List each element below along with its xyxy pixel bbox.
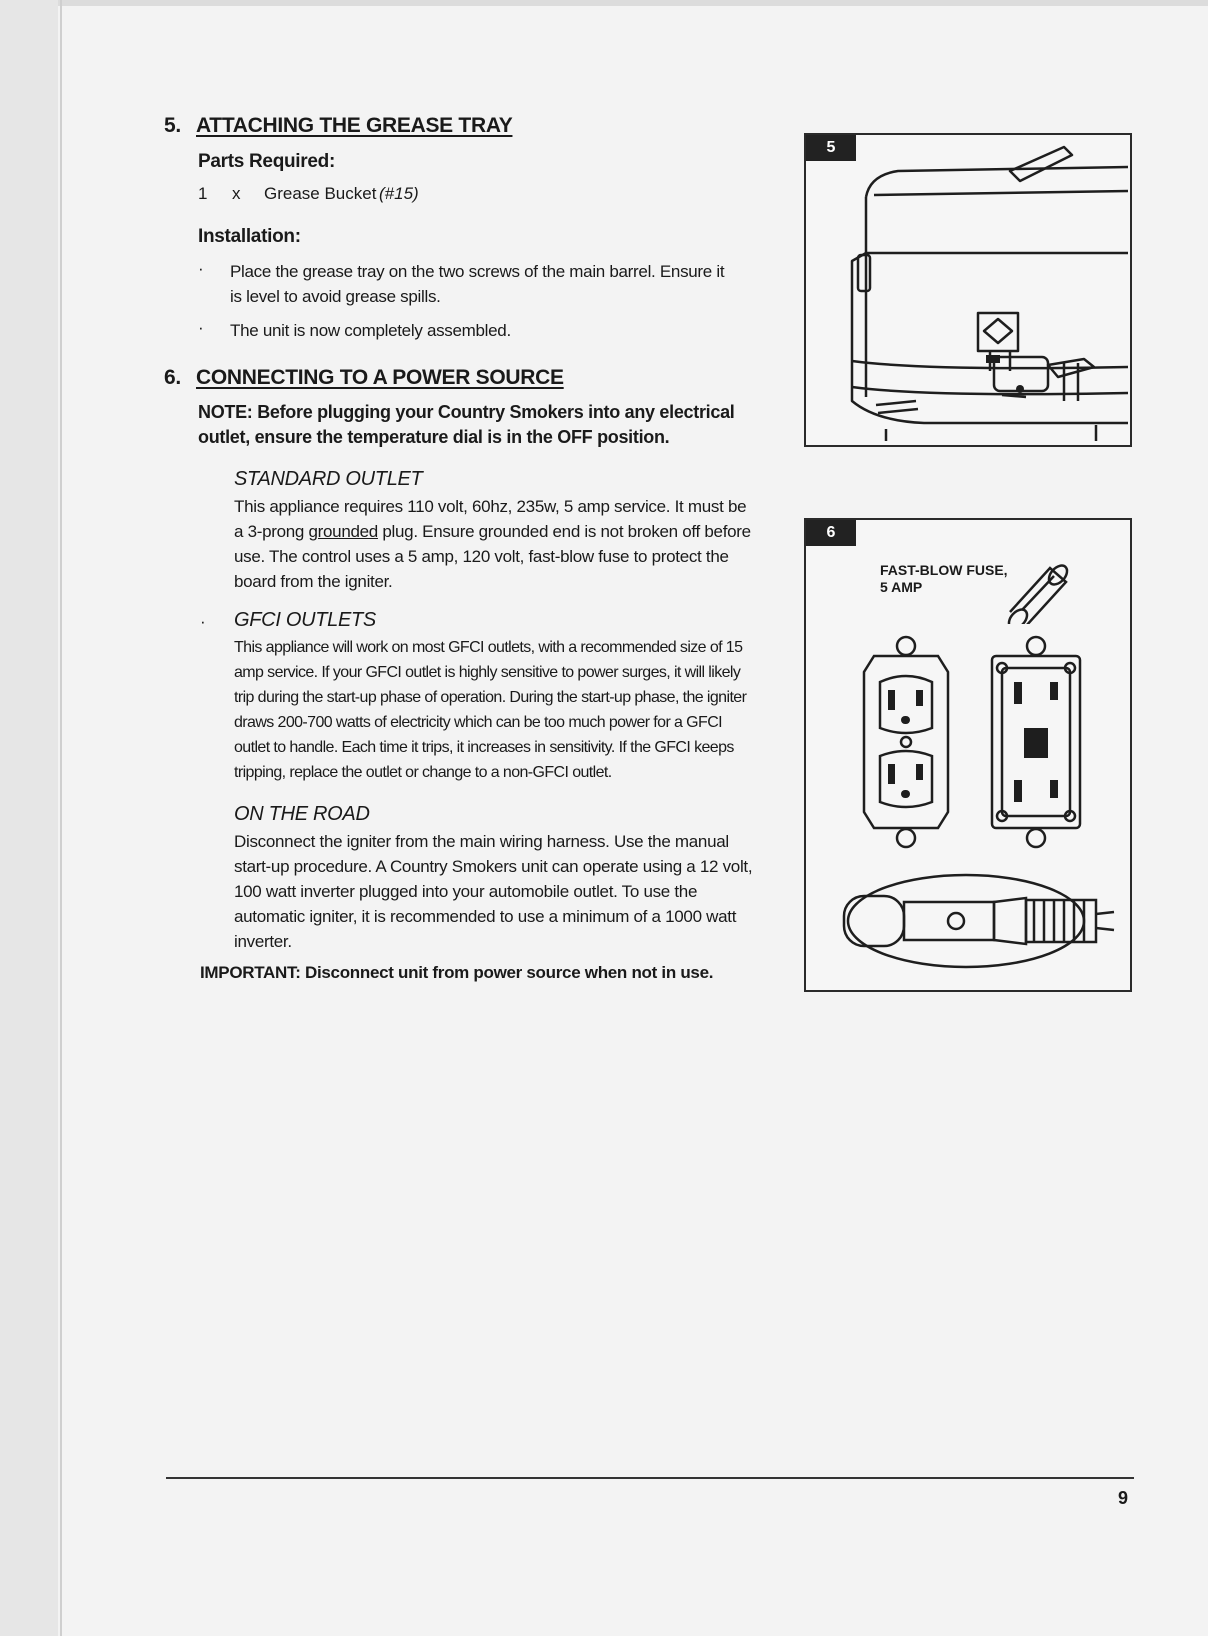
smoker-grease-tray-illustration bbox=[806, 135, 1130, 445]
part-times: x bbox=[232, 184, 241, 203]
gfci-outlet-icon bbox=[976, 632, 1096, 852]
page-left-margin bbox=[0, 0, 58, 1636]
figure-6 bbox=[804, 518, 1132, 992]
page-top-edge bbox=[0, 0, 1208, 6]
page-binding-line bbox=[60, 0, 62, 1636]
fuse-label-line: FAST-BLOW FUSE, bbox=[880, 562, 1008, 578]
install-step-2: The unit is now completely assembled. bbox=[230, 321, 511, 340]
figure-5 bbox=[804, 133, 1132, 447]
bullet-dot: · bbox=[198, 318, 204, 337]
installation-heading: Installation: bbox=[198, 226, 301, 247]
fuse-label bbox=[880, 562, 1008, 596]
footer-rule bbox=[166, 1477, 1134, 1479]
fuse-icon bbox=[992, 554, 1082, 624]
text-part: This appliance requires 110 volt, 60hz, 235w, 5 amp service. It must be a 3-prong bbox=[234, 497, 747, 541]
standard-outlet-heading: STANDARD OUTLET bbox=[234, 468, 423, 490]
section-number: 5. bbox=[164, 114, 181, 137]
gfci-heading: GFCI OUTLETS bbox=[234, 609, 376, 631]
section-title: ATTACHING THE GREASE TRAY bbox=[196, 114, 513, 137]
bullet-dot: · bbox=[198, 259, 204, 278]
important-note: IMPORTANT: Disconnect unit from power source when not in use. bbox=[200, 963, 714, 982]
section-5-heading bbox=[164, 114, 512, 138]
parts-required-heading: Parts Required: bbox=[198, 151, 335, 172]
part-qty: 1 bbox=[198, 184, 208, 203]
on-the-road-text: Disconnect the igniter from the main wiring harness. Use the manual start-up procedure. A Country Smokers unit can operate using a 12 volt, 100 watt inverter plugged into your automobile outlet. To use the automatic igniter, it is recommended to use a minimum of a 1000 watt inverter. bbox=[234, 832, 753, 951]
bullet-dot: · bbox=[200, 612, 206, 631]
on-the-road-heading: ON THE ROAD bbox=[234, 803, 370, 825]
underlined-word: grounded bbox=[308, 522, 378, 541]
figure-number: 6 bbox=[806, 520, 856, 546]
standard-outlet-text bbox=[234, 494, 758, 594]
part-name: Grease Bucket bbox=[264, 184, 377, 203]
part-ref: (#15) bbox=[379, 184, 419, 203]
section-title: CONNECTING TO A POWER SOURCE bbox=[196, 366, 564, 389]
figure-number: 5 bbox=[806, 135, 856, 161]
section-6-heading bbox=[164, 366, 564, 390]
section-number: 6. bbox=[164, 366, 181, 389]
install-step-1: Place the grease tray on the two screws of the main barrel. Ensure it is level to avoid grease spills. bbox=[230, 262, 725, 306]
parts-row bbox=[198, 184, 498, 208]
text-part: plug. Ensure grounded end is not broken off before use. The control uses a 5 amp, 120 volt, fast-blow fuse to protect the board from the igniter. bbox=[234, 522, 751, 591]
page-number: 9 bbox=[1118, 1488, 1129, 1508]
standard-outlet-icon bbox=[846, 632, 966, 852]
gfci-text: This appliance will work on most GFCI outlets, with a recommended size of 15 amp service. If your GFCI outlet is highly sensitive to power surges, it will likely trip during the start-up phase of operation. During the start-up phase, the igniter draws 200-700 watts of electricity which can be too much power for a GFCI outlet to handle. Each time it trips, it increases in sensitivity. If the GFCI keeps tripping, replace the outlet or change to a non-GFCI outlet. bbox=[234, 639, 747, 781]
car-adapter-icon bbox=[816, 866, 1116, 976]
fuse-label-line: 5 AMP bbox=[880, 579, 923, 595]
power-note: NOTE: Before plugging your Country Smokers into any electrical outlet, ensure the temperature dial is in the OFF position. bbox=[198, 402, 735, 447]
